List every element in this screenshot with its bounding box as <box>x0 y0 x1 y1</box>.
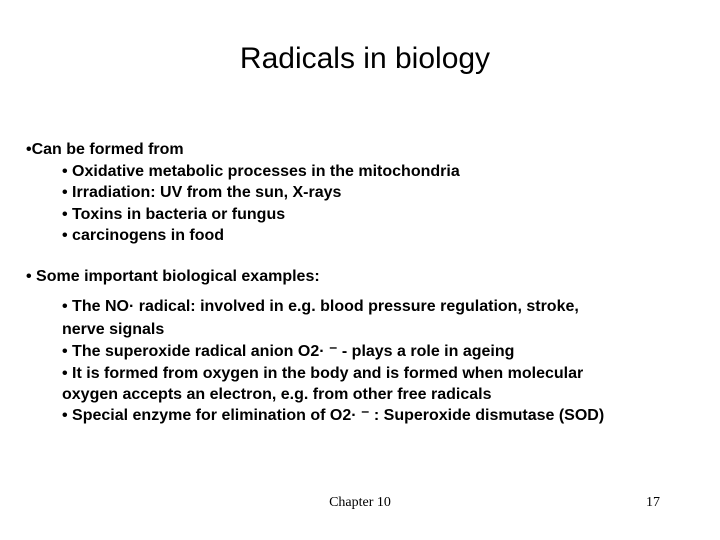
section2-line: • The NO· radical: involved in e.g. blood pressure regulation, stroke, <box>62 298 579 315</box>
section1-item: • carcinogens in food <box>62 227 225 244</box>
section1-heading: •Can be formed from <box>26 141 184 158</box>
section2-heading: • Some important biological examples: <box>26 268 320 285</box>
footer-page-number: 17 <box>646 495 660 510</box>
section2-line: nerve signals <box>62 321 165 338</box>
section2-line: • It is formed from oxygen in the body and is formed when molecular <box>62 365 584 382</box>
section2-line: • The superoxide radical anion O2· ⁻ - plays a role in ageing <box>62 343 515 360</box>
footer-chapter: Chapter 10 <box>329 495 391 510</box>
section1-item: • Toxins in bacteria or fungus <box>62 206 286 223</box>
section1-item: • Irradiation: UV from the sun, X-rays <box>62 184 342 201</box>
section1-item: • Oxidative metabolic processes in the mitochondria <box>62 163 460 180</box>
slide-title: Radicals in biology <box>239 42 491 75</box>
section2-line: • Special enzyme for elimination of O2· ⁻ : Superoxide dismutase (SOD) <box>62 407 605 424</box>
section2-line: oxygen accepts an electron, e.g. from other free radicals <box>62 386 492 403</box>
